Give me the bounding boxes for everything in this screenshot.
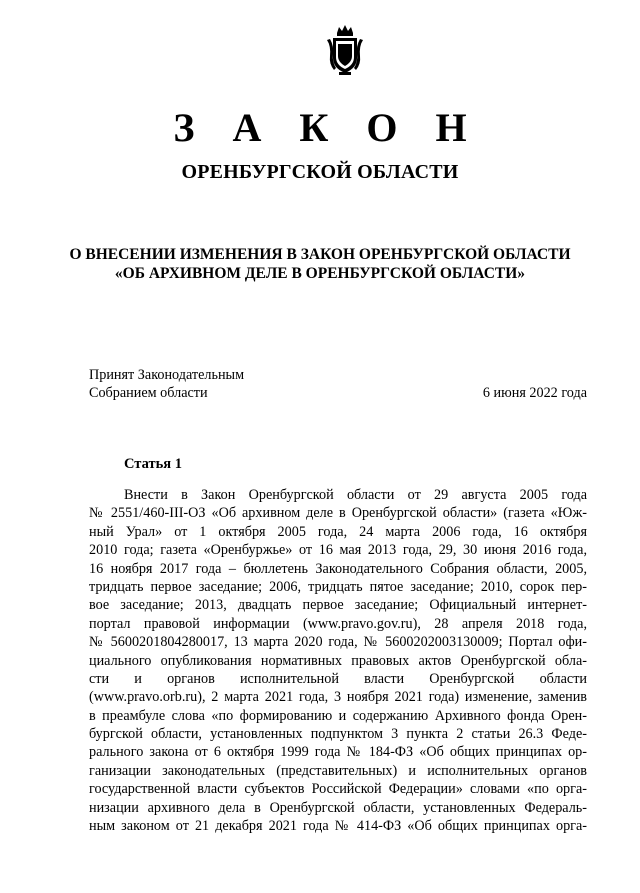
adoption-date: 6 июня 2022 года: [482, 385, 587, 401]
article-line: 2010 года; газета «Оренбуржье» от 16 мая 2013 года, 29, 30 июня 2016 года,: [89, 542, 587, 559]
article-line: № 2551/460-III-ОЗ «Об архивном деле в Оренбургской области» (газета «Юж-: [89, 505, 587, 522]
article-line: сти и органов исполнительной власти Оренбургской области: [89, 670, 587, 687]
article-line: циального опубликования нормативных правовых актов Оренбургской обла-: [89, 652, 587, 669]
article-line: Внести в Закон Оренбургской области от 29 августа 2005 года: [124, 487, 587, 503]
adoption-info: [89, 366, 244, 402]
adoption-line-1: Принят Законодательным: [89, 367, 245, 383]
article-line: № 5600201804280017, 13 марта 2020 года, № 5600202003130009; Портал офи-: [89, 634, 587, 651]
law-heading: [60, 245, 580, 283]
document-subtitle: ОРЕНБУРГСКОЙ ОБЛАСТИ: [181, 161, 459, 183]
law-heading-line-1: О ВНЕСЕНИИ ИЗМЕНЕНИЯ В ЗАКОН ОРЕНБУРГСКОЙ ОБЛАСТИ: [69, 246, 571, 263]
article-line: 16 ноября 2017 года – бюллетень Законодательного Собрания области, 2005,: [89, 560, 587, 577]
article-line: рального закона от 6 октября 1999 года № 184-ФЗ «Об общих принципах ор-: [89, 744, 587, 761]
article-line: ганизации законодательных (представительных) и исполнительных органов: [89, 762, 587, 779]
article-line: (www.pravo.orb.ru), 2 марта 2021 года, 3 ноября 2021 года) изменение, заменив: [89, 689, 587, 706]
article-line: ный Урал» от 1 октября 2005 года, 24 марта 2006 года, 16 октября: [89, 523, 587, 540]
law-heading-line-2: «ОБ АРХИВНОМ ДЕЛЕ В ОРЕНБУРГСКОЙ ОБЛАСТИ»: [114, 265, 526, 282]
article-line: тридцать первое заседание; 2006, тридцать пятое заседание; 2010, сорок пер-: [89, 578, 587, 595]
article-body: [89, 486, 587, 835]
article-line: портал правовой информации (www.pravo.gov.ru), 28 апреля 2018 года,: [89, 615, 587, 632]
adoption-line-2: Собранием области: [89, 385, 208, 401]
article-line: ным законом от 21 декабря 2021 года № 414-ФЗ «Об общих принципах орга-: [89, 818, 587, 835]
article-line: государственной власти субъектов Российской Федерации» словами «по орга-: [89, 781, 587, 798]
article-line: бургской области, установленных подпунктом 3 пункта 2 статьи 26.3 Феде-: [89, 726, 587, 743]
article-line: низации архивного дела в Оренбургской области, установленных Федераль-: [89, 799, 587, 816]
document-title: З А К О Н: [173, 105, 481, 150]
article-line: в преамбуле слова «по формированию и содержанию Архивного фонда Орен-: [89, 707, 587, 724]
article-title: Статья 1: [124, 456, 182, 472]
article-line: вое заседание; 2013, двадцать первое заседание; Официальный интернет-: [89, 597, 587, 614]
orenburg-coat-of-arms-icon: [325, 24, 365, 76]
